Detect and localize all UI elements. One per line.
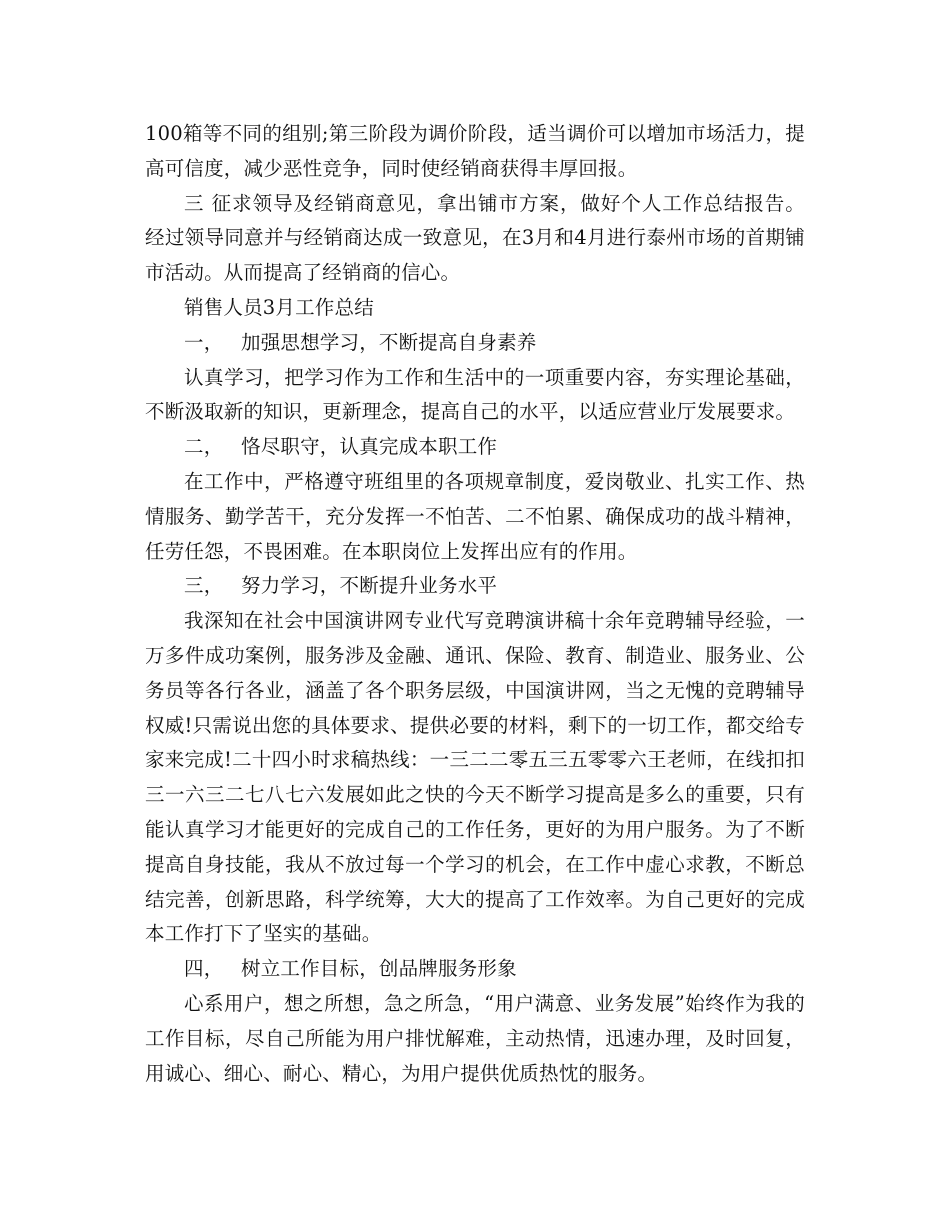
heading-two	[145, 430, 805, 465]
document-page	[145, 117, 805, 1091]
heading-four	[145, 952, 805, 987]
heading-number: 三，	[184, 574, 224, 598]
heading-number: 一，	[184, 330, 224, 354]
heading-number: 二，	[184, 435, 224, 459]
paragraph-study: 认真学习，把学习作为工作和生活中的一项重要内容，夯实理论基础，不断汲取新的知识，更新理念，提高自己的水平，以适应营业厅发展要求。	[145, 365, 805, 424]
paragraph-duty: 在工作中，严格遵守班组里的各项规章制度，爱岗敬业、扎实工作、热情服务、勤学苦干，充分发挥一不怕苦、二不怕累、确保成功的战斗精神，任劳任怨，不畏困难。在本职岗位上发挥出应有的作用。	[145, 469, 805, 563]
paragraph-section-three: 三 征求领导及经销商意见，拿出铺市方案，做好个人工作总结报告。 经过领导同意并与经销商达成一致意见，在3月和4月进行泰州市场的首期铺市活动。从而提高了经销商的信心。	[145, 191, 805, 285]
document-title: 销售人员3月工作总结	[184, 295, 374, 319]
heading-text: 树立工作目标，创品牌服务形象	[241, 957, 517, 981]
heading-text: 加强思想学习，不断提高自身素养	[241, 330, 537, 354]
heading-number: 四，	[184, 957, 224, 981]
paragraph-continuation: 100箱等不同的组别;第三阶段为调价阶段，适当调价可以增加市场活力，提高可信度，减少恶性竞争，同时使经销商获得丰厚回报。	[145, 122, 805, 180]
heading-one	[145, 326, 805, 361]
heading-text: 努力学习，不断提升业务水平	[241, 574, 498, 598]
paragraph-learning: 我深知在社会中国演讲网专业代写竞聘演讲稿十余年竞聘辅导经验，一万多件成功案例，服务涉及金融、通讯、保险、教育、制造业、服务业、公务员等各行各业，涵盖了各个职务层级，中国演讲网，当之无愧的竞聘辅导权威!只需说出您的具体要求、提供必要的材料，剩下的一切工作，都交给专家来完成!二十四小时求稿热线：一三二二零五三五零零六王老师，在线扣扣三一六三二七八七六发展如此之快的今天不断学习提高是多么的重要，只有能认真学习才能更好的完成自己的工作任务，更好的为用户服务。为了不断提高自身技能，我从不放过每一个学习的机会，在工作中虚心求教，不断总结完善，创新思路，科学统筹，大大的提高了工作效率。为自己更好的完成本工作打下了坚实的基础。	[145, 609, 805, 946]
heading-text: 恪尽职守，认真完成本职工作	[241, 435, 498, 459]
heading-three	[145, 569, 805, 604]
paragraph-service: 心系用户，想之所想，急之所急，“用户满意、业务发展”始终作为我的工作目标，尽自己所能为用户排忧解难，主动热情，迅速办理，及时回复，用诚心、细心、耐心、精心，为用户提供优质热忱的服务。	[145, 991, 805, 1085]
